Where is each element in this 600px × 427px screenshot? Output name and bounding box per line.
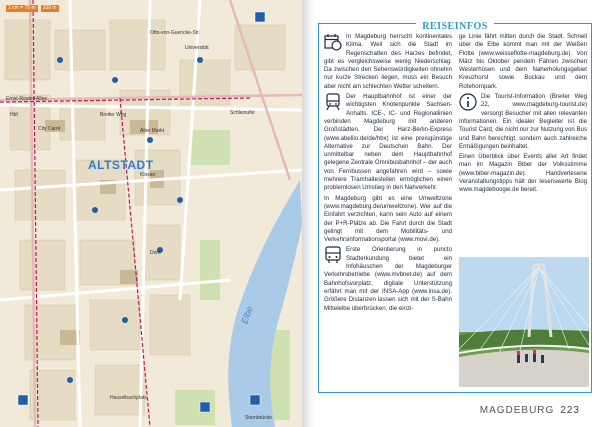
street-label: Ernst-Reuter-Allee	[6, 96, 48, 102]
street-label: Breiter Weg	[100, 112, 127, 118]
reiseinfos-box	[318, 23, 592, 393]
local-transport-paragraph: Erste Orientierung in puncto Stadterkundung bietet ein Infohäuschen der Magdeburger Verkehrsbetriebe (www.mvbnet.de) auf dem Bahnhofsvorplatz, digitale Unterstützung erfährt man mit der INSA-App (www.insa.de). Größere Distanzen lassen sich mit der S-Bahn Mittelelbe überbrücken, die einzi-	[324, 246, 452, 312]
page-footer	[480, 405, 580, 416]
page-number: 223	[560, 405, 580, 416]
street-label: Hasselbachplatz	[110, 395, 147, 401]
street-label: Sternbrücke	[245, 415, 272, 421]
column-left	[324, 33, 452, 315]
tourist-info-paragraph: Die Tourist-Information (Breiter Weg 22, www.magdeburg-tourist.de) versorgt Besucher mit allen relevanten Informationen. Ein idealer Begleiter ist die Tourist Card, die nicht nur zur Nutzung von Bus und Bahn berechtigt, sondern auch zahlreiche Ermäßigungen beinhaltet.	[459, 93, 587, 150]
street-label: City Carré	[38, 126, 61, 132]
map-scale	[6, 4, 59, 12]
street-label: Universität	[185, 45, 209, 51]
train-icon	[324, 93, 342, 111]
bridge-photo	[459, 257, 589, 387]
text-page	[314, 0, 600, 427]
scale-distance: 100 m	[42, 4, 57, 11]
street-label: Hbf	[10, 112, 18, 118]
district-label: ALTSTADT	[88, 158, 154, 172]
arrival-paragraph: Der Hauptbahnhof ist einer der wichtigsten Knotenpunkte Sachsen-Anhalts. ICE-, IC- und Regionallinien verbinden Magdeburg mit anderen Großstädten. Der Harz-Berlin-Express (www.abellio.de/de/hbx) ist eine preisgünstige Alternative zur Deutschen Bahn. Der unmittelbar neben dem Hauptbahnhof gelegene Zentrale Omnibusbahnhof – der auch von Fernbussen angefahren wird – sowie mehrere Tramhaltestellen ermöglichen einen problemlosen Umstieg in den Nahverkehr.	[324, 93, 452, 192]
climate-paragraph: In Magdeburg herrscht kontinentales Klima. Weil sich die Stadt im Regenschatten des Harzes befindet, gibt es vergleichsweise wenig Niederschlag. Da zwischen den Sehenswürdigkeiten ohnehin nur kurze Strecken liegen, muss ein Besuch aber nicht am schlechten Wetter scheitern.	[324, 33, 452, 90]
river-label: Elbe	[239, 304, 255, 326]
street-label: Alter Markt	[140, 128, 165, 134]
environment-zone-paragraph: In Magdeburg gibt es eine Umweltzone (www.magdeburg.de/umweltzone). Wer auf die Einfahrt verzichten, kann sein Auto auf einem der P+R-Plätze ab. Die Fahrt durch die Stadt gelingt mit dem Mobilitäts- und Verkehrsinformationsportal (www.movi.de).	[324, 194, 452, 244]
street-label: Schleinufer	[230, 110, 256, 116]
ferry-paragraph: ge Linie fährt mitten durch die Stadt. Schnell über die Elbe kommt man mit der Weißen Flotte (www.weisseflotte-magdeburg.de). Von März bis Oktober pendeln Fähren zwischen Westerhüsen und dem Naherholungsgebiet Kreuzhorst sowie Buckau und dem Rotehornpark.	[459, 33, 587, 90]
column-right	[459, 33, 587, 197]
box-title	[319, 16, 591, 34]
street-label: Dom	[150, 250, 161, 256]
book-gutter	[302, 0, 314, 427]
box-title-text: REISEINFOS	[416, 21, 494, 32]
street-label: Otto-von-Guericke-Str.	[150, 30, 201, 36]
scale-label: 1 cm = 75 m	[8, 4, 36, 11]
info-icon	[459, 93, 477, 111]
footer-title: MAGDEBURG	[479, 405, 555, 416]
events-paragraph: Einen Überblick über Events aller Art findet man im Magazin Biber der Volksstimme (www.biber-magazin.de). Handverlesene Veranstaltungstipps hält der lesenswerte Blog www.magdeboogie.de bereit.	[459, 153, 587, 194]
street-label: Kloster	[140, 172, 156, 178]
calendar-clock-icon	[324, 33, 342, 51]
bus-icon	[324, 246, 342, 264]
